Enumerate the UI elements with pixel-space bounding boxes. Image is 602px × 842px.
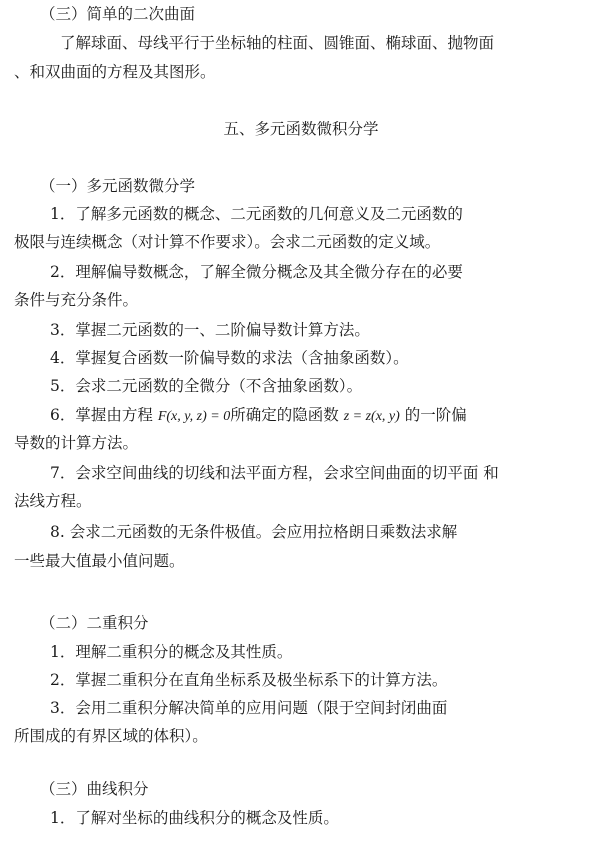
list-item-text: 6．掌握由方程 bbox=[50, 406, 153, 424]
list-item: 2．掌握二重积分在直角坐标系及极坐标系下的计算方法。 bbox=[50, 671, 448, 689]
list-item: 5．会求二元函数的全微分（不含抽象函数）。 bbox=[50, 377, 363, 395]
paragraph-line: 了解球面、母线平行于坐标轴的柱面、圆锥面、椭球面、抛物面 bbox=[60, 34, 495, 52]
list-item: 7．会求空间曲线的切线和法平面方程，会求空间曲面的切平面 和 bbox=[50, 464, 499, 482]
list-item: 3．掌握二元函数的一、二阶偏导数计算方法。 bbox=[50, 321, 370, 339]
subsection-heading: （二）二重积分 bbox=[40, 614, 149, 632]
list-item-continuation: 极限与连续概念（对计算不作要求）。会求二元函数的定义域。 bbox=[14, 233, 441, 251]
paragraph-line: 、和双曲面的方程及其图形。 bbox=[14, 63, 216, 81]
list-item: 8. 会求二元函数的无条件极值。会应用拉格朗日乘数法求解 bbox=[50, 523, 458, 541]
list-item: 1．了解对坐标的曲线积分的概念及性质。 bbox=[50, 809, 339, 827]
section-heading: 五、多元函数微积分学 bbox=[223, 120, 379, 138]
list-item: 1．理解二重积分的概念及其性质。 bbox=[50, 643, 293, 661]
equation-z: z = z(x, y) bbox=[343, 409, 400, 424]
list-item-continuation: 条件与充分条件。 bbox=[14, 291, 139, 309]
subsection-heading: （一）多元函数微分学 bbox=[40, 177, 196, 195]
list-item: 1．了解多元函数的概念、二元函数的几何意义及二元函数的 bbox=[50, 205, 463, 223]
list-item bbox=[50, 405, 467, 427]
list-item-continuation: 法线方程。 bbox=[14, 492, 92, 510]
list-item: 2．理解偏导数概念，了解全微分概念及其全微分存在的必要 bbox=[50, 263, 463, 281]
subsection-heading: （三）曲线积分 bbox=[40, 780, 149, 798]
list-item-continuation: 导数的计算方法。 bbox=[14, 434, 139, 452]
equation-f: F(x, y, z) = 0 bbox=[157, 409, 231, 424]
list-item: 4．掌握复合函数一阶偏导数的求法（含抽象函数）。 bbox=[50, 349, 409, 367]
list-item-text: 的一阶偏 bbox=[404, 406, 467, 424]
list-item-text: 所确定的隐函数 bbox=[230, 406, 339, 424]
list-item: 3．会用二重积分解决简单的应用问题（限于空间封闭曲面 bbox=[50, 699, 448, 717]
list-item-continuation: 一些最大值最小值问题。 bbox=[14, 552, 185, 570]
list-item-continuation: 所围成的有界区域的体积）。 bbox=[14, 727, 208, 745]
subsection-heading: （三）简单的二次曲面 bbox=[40, 5, 196, 23]
